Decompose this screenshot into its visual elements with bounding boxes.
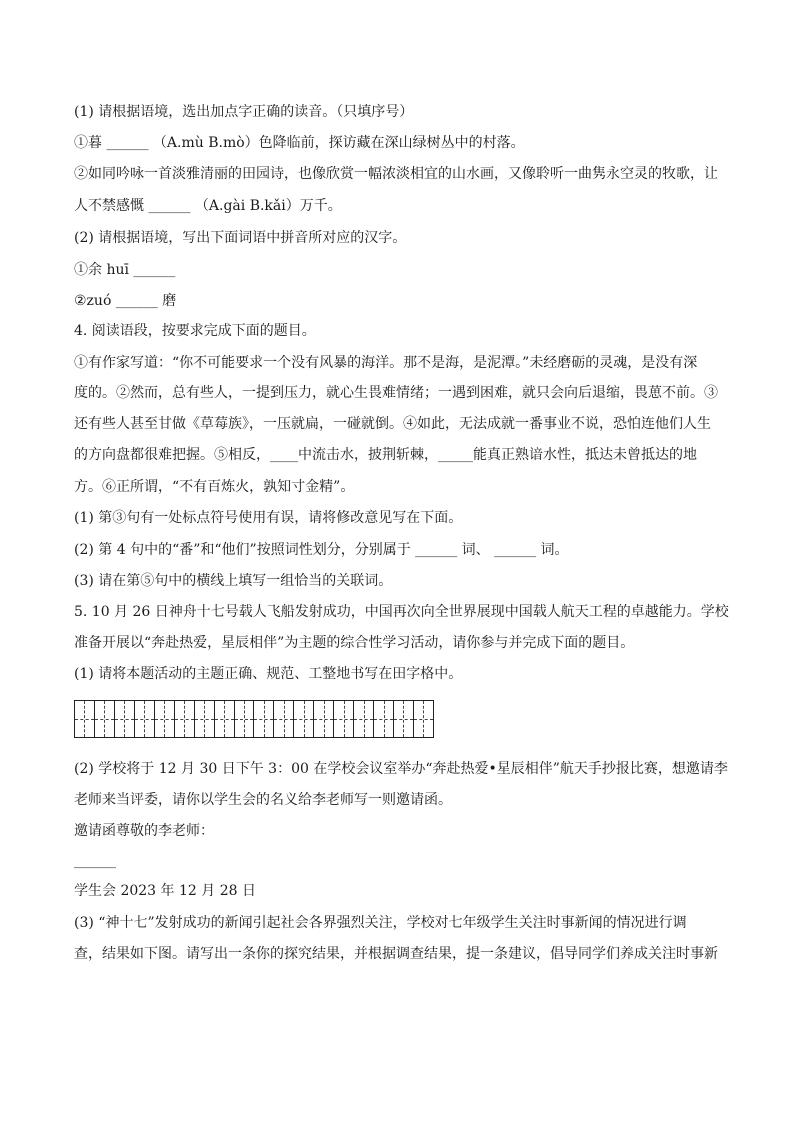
section-4-heading: 4. 阅读语段，按要求完成下面的题目。 bbox=[74, 323, 316, 339]
grid-cell[interactable] bbox=[354, 701, 374, 737]
question-2-item-2: ②zuó ______ 磨 bbox=[74, 293, 177, 309]
section-5-question-2-line-1: (2) 学校将于 12 月 30 日下午 3：00 在学校会议室举办“奔赴热爱•星辰相伴”航天手抄报比赛，想邀请李 bbox=[74, 761, 728, 777]
question-2-prompt: (2) 请根据语境，写出下面词语中拼音所对应的汉字。 bbox=[74, 230, 407, 246]
grid-cell[interactable] bbox=[115, 701, 135, 737]
section-5-question-1: (1) 请将本题活动的主题正确、规范、工整地书写在田字格中。 bbox=[74, 666, 463, 682]
grid-cell[interactable] bbox=[314, 701, 334, 737]
question-1-prompt: (1) 请根据语境，选出加点字正确的读音。（只填序号） bbox=[74, 104, 414, 120]
grid-cell[interactable] bbox=[274, 701, 294, 737]
question-1-item-2-line-1: ②如同吟咏一首淡雅清丽的田园诗，也像欣赏一幅浓淡相宜的山水画，又像聆听一曲隽永空灵的牧歌，让 bbox=[74, 166, 718, 182]
grid-cell[interactable] bbox=[374, 701, 394, 737]
grid-cell[interactable] bbox=[254, 701, 274, 737]
passage-line-4: 的方向盘都很难把握。⑤相反，____中流击水，披荆斩棘，_____能真正熟谙水性，抵达未曾抵达的地 bbox=[74, 447, 697, 463]
section-5-question-3-line-1: (3) “神十七”发射成功的新闻引起社会各界强烈关注，学校对七年级学生关注时事新闻的情况进行调 bbox=[74, 915, 687, 931]
grid-cell[interactable] bbox=[334, 701, 354, 737]
grid-cell[interactable] bbox=[294, 701, 314, 737]
question-1-item-1: ①暮 ______ （A.mù B.mò）色降临前，探访藏在深山绿树丛中的村落。 bbox=[74, 135, 525, 151]
grid-cell[interactable] bbox=[414, 701, 433, 737]
section-5-heading-line-1: 5. 10 月 26 日神舟十七号载人飞船发射成功，中国再次向全世界展现中国载人航天工程的卓越能力。学校 bbox=[74, 604, 729, 620]
grid-cell[interactable] bbox=[215, 701, 235, 737]
passage-line-3: 还有些人甚至甘做《草莓族》，一压就扁，一碰就倒。④如此，无法成就一番事业不说，恐怕连他们人生 bbox=[74, 416, 711, 432]
grid-cell[interactable] bbox=[135, 701, 155, 737]
passage-line-2: 度的。②然而，总有些人，一提到压力，就心生畏难情绪；一遇到困难，就只会向后退缩，畏葸不前。③ bbox=[74, 385, 718, 401]
invitation-salutation: 邀请函尊敬的李老师： bbox=[74, 823, 214, 839]
passage-line-1: ①有作家写道：“你不可能要求一个没有风暴的海洋。那不是海，是泥潭。”未经磨砺的灵魂，是没有深 bbox=[74, 355, 698, 371]
tianzige-writing-grid[interactable] bbox=[74, 700, 434, 738]
section-5-heading-line-2: 准备开展以“奔赴热爱，星辰相伴”为主题的综合性学习活动，请你参与并完成下面的题目。 bbox=[74, 635, 635, 651]
question-2-item-1: ①余 huī ______ bbox=[74, 262, 176, 278]
grid-cell[interactable] bbox=[235, 701, 255, 737]
invitation-signature: 学生会 2023 年 12 月 28 日 bbox=[74, 883, 256, 899]
section-4-question-2: (2) 第 4 句中的“番”和“他们”按照词性划分，分别属于 ______ 词、 ______ 词。 bbox=[74, 542, 569, 558]
grid-cell[interactable] bbox=[394, 701, 414, 737]
section-4-question-1: (1) 第③句有一处标点符号使用有误，请将修改意见写在下面。 bbox=[74, 510, 463, 526]
passage-line-5: 方。⑥正所谓，“不有百炼火，孰知寸金精”。 bbox=[74, 479, 355, 495]
invitation-blank-line: ______ bbox=[74, 853, 116, 869]
section-5-question-3-line-2: 查，结果如下图。请写出一条你的探究结果，并根据调查结果，提一条建议，倡导同学们养成关注时事新 bbox=[74, 946, 718, 962]
grid-cell[interactable] bbox=[175, 701, 195, 737]
grid-cell[interactable] bbox=[95, 701, 115, 737]
grid-cell[interactable] bbox=[75, 701, 95, 737]
section-5-question-2-line-2: 老师来当评委，请你以学生会的名义给李老师写一则邀请函。 bbox=[74, 792, 452, 808]
section-4-question-3: (3) 请在第⑤句中的横线上填写一组恰当的关联词。 bbox=[74, 573, 393, 589]
grid-cell[interactable] bbox=[155, 701, 175, 737]
grid-cell[interactable] bbox=[195, 701, 215, 737]
question-1-item-2-line-2: 人不禁感慨 ______ （A.gài B.kǎi）万千。 bbox=[74, 198, 342, 214]
